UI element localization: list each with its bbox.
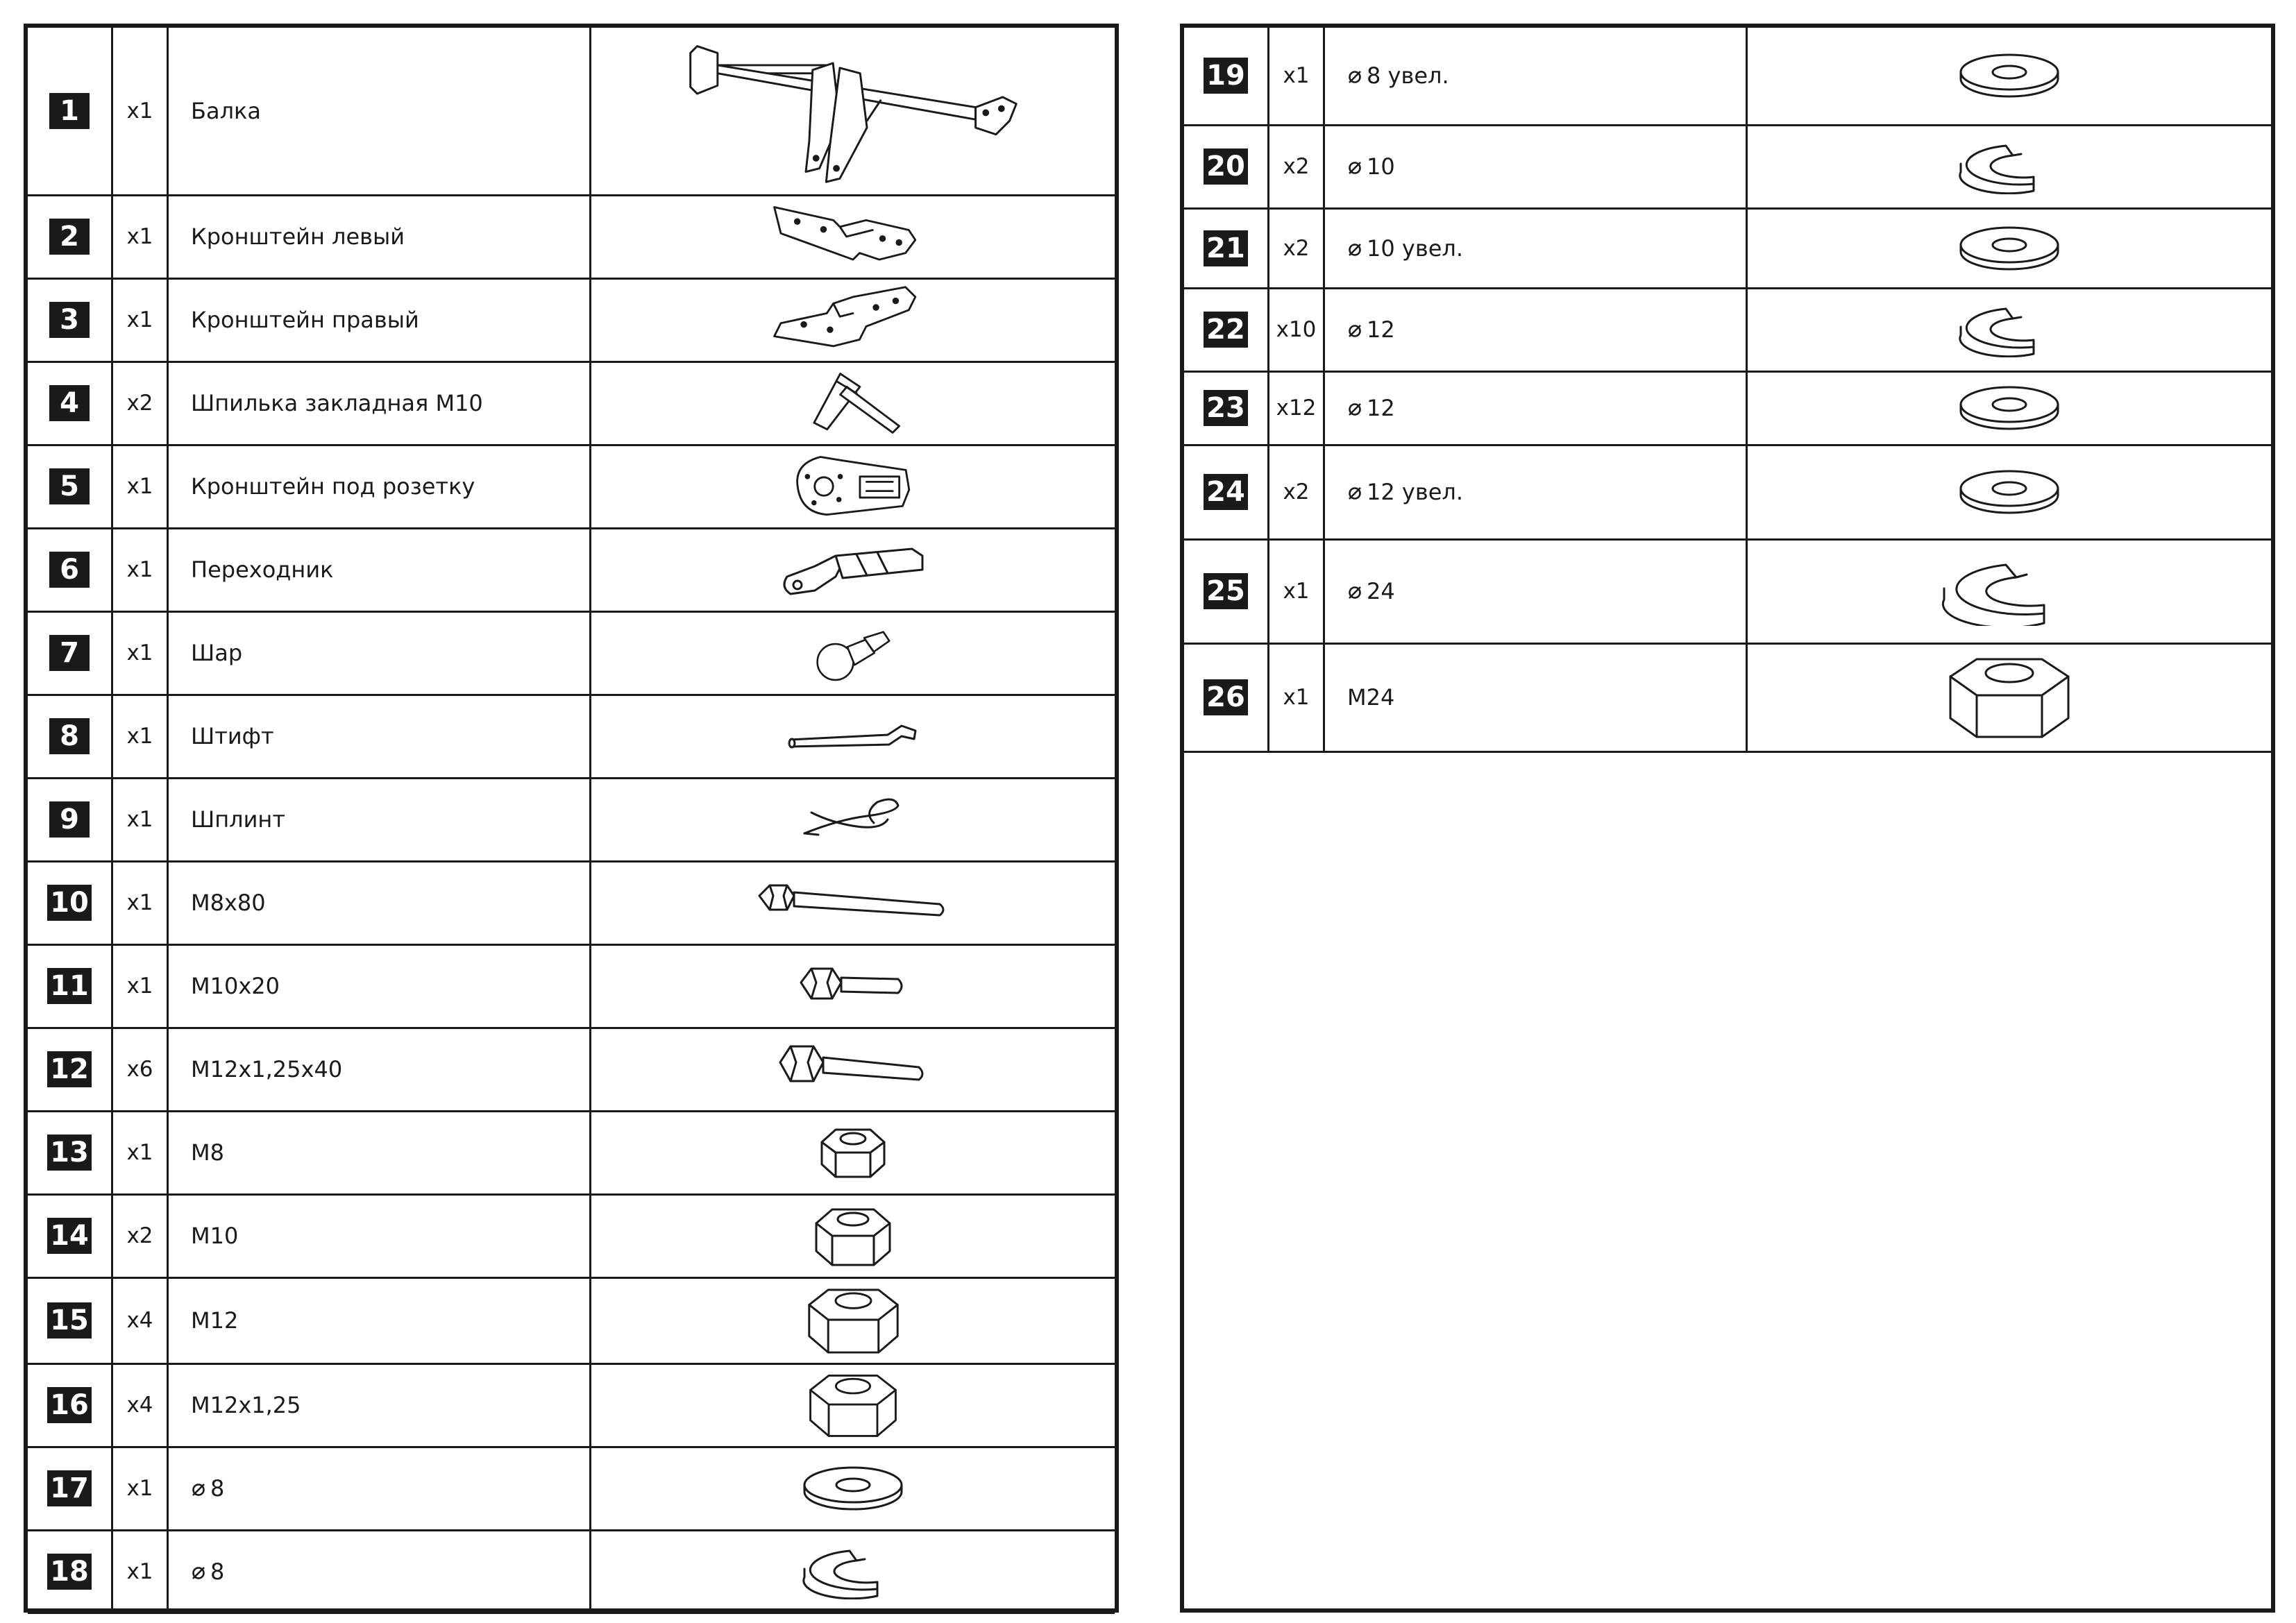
part-name: M10x20 <box>191 973 280 999</box>
part-illustration-cell <box>591 695 1115 778</box>
part-quantity: x1 <box>112 28 168 195</box>
part-name-cell <box>168 944 591 1028</box>
large-nut-icon <box>802 1283 904 1358</box>
part-quantity: x1 <box>112 1447 168 1530</box>
diameter-icon <box>1347 160 1362 176</box>
adapter-icon <box>773 535 933 604</box>
part-quantity: x6 <box>112 1028 168 1111</box>
part-number-cell <box>28 611 112 695</box>
part-quantity: x1 <box>112 278 168 362</box>
part-number-badge: 12 <box>47 1051 92 1087</box>
part-row-23 <box>1184 371 2271 445</box>
part-number-cell <box>1184 539 1269 643</box>
part-quantity: x1 <box>112 944 168 1028</box>
part-name-cell <box>1324 208 1747 288</box>
short-bolt-icon <box>794 958 912 1014</box>
part-row-10 <box>28 861 1115 944</box>
parts-table-right <box>1184 28 2271 753</box>
part-quantity: x2 <box>1269 445 1324 539</box>
part-quantity: x1 <box>1269 643 1324 751</box>
part-name-cell <box>168 1447 591 1530</box>
part-number-cell <box>1184 28 1269 125</box>
part-illustration-cell <box>1747 288 2272 371</box>
part-row-12 <box>28 1028 1115 1111</box>
part-number-badge: 22 <box>1204 312 1248 348</box>
left-bracket-icon <box>768 201 938 273</box>
part-name-cell <box>1324 371 1747 445</box>
medium-bolt-icon <box>773 1038 933 1101</box>
part-name-cell <box>168 1363 591 1447</box>
flat-washer-icon <box>1957 224 2061 273</box>
part-row-20 <box>1184 125 2271 208</box>
part-number-badge: 2 <box>49 219 90 255</box>
part-number-badge: 21 <box>1204 230 1248 266</box>
part-number-cell <box>28 1111 112 1194</box>
part-name-cell <box>168 1277 591 1363</box>
part-name: M8x80 <box>191 890 266 916</box>
part-name: 8 <box>210 1558 225 1585</box>
pin-icon <box>784 715 922 757</box>
spring-washer-icon <box>1957 302 2061 357</box>
part-illustration-cell <box>1747 371 2272 445</box>
part-illustration-cell <box>591 1111 1115 1194</box>
nut-icon <box>808 1201 898 1271</box>
part-name: M12 <box>191 1307 239 1334</box>
part-row-15 <box>28 1277 1115 1363</box>
cotter-pin-icon <box>797 792 909 847</box>
part-row-5 <box>28 445 1115 528</box>
diameter-icon <box>1347 486 1362 501</box>
part-row-3 <box>28 278 1115 362</box>
part-row-13 <box>28 1111 1115 1194</box>
part-name-cell <box>1324 539 1747 643</box>
part-quantity: x2 <box>1269 208 1324 288</box>
flat-washer-icon <box>1957 51 2061 100</box>
part-illustration-cell <box>591 1530 1115 1613</box>
part-quantity: x1 <box>112 778 168 861</box>
part-name-cell <box>168 1194 591 1277</box>
part-row-17 <box>28 1447 1115 1530</box>
part-name: 24 <box>1367 578 1395 604</box>
part-name-cell <box>168 362 591 445</box>
part-number-cell <box>1184 445 1269 539</box>
part-number-badge: 19 <box>1204 58 1248 94</box>
part-name: 10 увел. <box>1367 235 1463 262</box>
part-name-cell <box>1324 288 1747 371</box>
tow-bar-beam-icon <box>677 33 1030 189</box>
part-number-cell <box>28 944 112 1028</box>
part-quantity: x1 <box>112 695 168 778</box>
part-illustration-cell <box>591 1363 1115 1447</box>
part-name: Кронштейн левый <box>191 223 405 250</box>
part-quantity: x10 <box>1269 288 1324 371</box>
diameter-icon <box>191 1482 206 1497</box>
part-number-badge: 25 <box>1204 573 1248 609</box>
part-illustration-cell <box>591 195 1115 278</box>
part-number-badge: 10 <box>47 885 92 921</box>
part-row-8 <box>28 695 1115 778</box>
part-number-badge: 24 <box>1204 474 1248 510</box>
part-number-cell <box>28 778 112 861</box>
part-number-cell <box>28 1447 112 1530</box>
parts-table-left <box>28 28 1115 1614</box>
part-number-badge: 6 <box>49 552 90 588</box>
part-name-cell <box>168 28 591 195</box>
part-number-badge: 13 <box>47 1135 92 1171</box>
part-row-4 <box>28 362 1115 445</box>
part-quantity: x12 <box>1269 371 1324 445</box>
part-number-cell <box>28 1194 112 1277</box>
right-bracket-icon <box>768 284 938 356</box>
part-illustration-cell <box>591 1194 1115 1277</box>
part-name: Шпилька закладная М10 <box>191 390 483 416</box>
part-illustration-cell <box>591 778 1115 861</box>
part-row-22 <box>1184 288 2271 371</box>
part-row-18 <box>28 1530 1115 1613</box>
part-name-cell <box>168 445 591 528</box>
diameter-icon <box>191 1565 206 1581</box>
part-number-badge: 15 <box>47 1302 92 1339</box>
part-name: Кронштейн правый <box>191 307 419 333</box>
part-illustration-cell <box>591 445 1115 528</box>
part-quantity: x1 <box>112 861 168 944</box>
part-illustration-cell <box>591 362 1115 445</box>
part-number-cell <box>28 1028 112 1111</box>
flat-washer-icon <box>1957 384 2061 432</box>
part-illustration-cell <box>591 944 1115 1028</box>
part-row-7 <box>28 611 1115 695</box>
part-number-badge: 16 <box>47 1387 92 1423</box>
part-illustration-cell <box>1747 539 2272 643</box>
hex-nut-icon <box>1943 652 2075 742</box>
part-name-cell <box>1324 125 1747 208</box>
part-number-cell <box>28 695 112 778</box>
part-row-16 <box>28 1363 1115 1447</box>
part-name: 8 увел. <box>1367 62 1449 90</box>
part-number-cell <box>1184 643 1269 751</box>
part-number-cell <box>28 278 112 362</box>
part-name-cell <box>168 1530 591 1613</box>
part-illustration-cell <box>591 528 1115 611</box>
part-quantity: x2 <box>112 362 168 445</box>
part-number-badge: 23 <box>1204 390 1248 426</box>
flat-washer-icon <box>801 1464 905 1513</box>
socket-bracket-icon <box>788 450 919 522</box>
spring-washer-icon <box>1957 139 2061 194</box>
part-name: Переходник <box>191 556 334 583</box>
small-nut-icon <box>811 1121 895 1184</box>
part-name: 12 <box>1367 395 1395 421</box>
part-illustration-cell <box>1747 125 2272 208</box>
part-illustration-cell <box>1747 208 2272 288</box>
embedded-stud-icon <box>801 367 906 439</box>
part-name-cell <box>168 861 591 944</box>
part-row-11 <box>28 944 1115 1028</box>
diameter-icon <box>1347 402 1362 417</box>
part-number-badge: 9 <box>49 801 90 838</box>
part-name: 8 <box>210 1475 225 1502</box>
part-number-badge: 17 <box>47 1470 92 1506</box>
part-number-badge: 14 <box>47 1218 92 1254</box>
part-name-cell <box>168 195 591 278</box>
part-name-cell <box>168 695 591 778</box>
part-quantity: x1 <box>1269 28 1324 125</box>
part-name: M12x1,25 <box>191 1392 301 1418</box>
part-name-cell <box>168 1028 591 1111</box>
part-name-cell <box>1324 643 1747 751</box>
part-number-cell <box>28 1277 112 1363</box>
part-name: M24 <box>1347 684 1395 711</box>
part-illustration-cell <box>591 278 1115 362</box>
part-number-cell <box>28 362 112 445</box>
part-number-badge: 8 <box>49 718 90 754</box>
part-name: Шплинт <box>191 806 285 833</box>
part-number-cell <box>1184 125 1269 208</box>
tow-ball-icon <box>811 617 895 689</box>
spring-washer-icon <box>801 1544 905 1599</box>
part-quantity: x4 <box>112 1277 168 1363</box>
part-number-cell <box>28 28 112 195</box>
part-illustration-cell <box>591 1277 1115 1363</box>
part-number-badge: 4 <box>49 385 90 421</box>
part-number-cell <box>1184 371 1269 445</box>
part-number-badge: 5 <box>49 468 90 504</box>
part-row-2 <box>28 195 1115 278</box>
part-quantity: x1 <box>112 528 168 611</box>
part-number-cell <box>1184 208 1269 288</box>
diameter-icon <box>1347 323 1362 339</box>
part-quantity: x2 <box>112 1194 168 1277</box>
part-quantity: x1 <box>1269 539 1324 643</box>
part-number-cell <box>1184 288 1269 371</box>
diameter-icon <box>1347 585 1362 600</box>
part-quantity: x1 <box>112 611 168 695</box>
part-number-cell <box>28 1363 112 1447</box>
part-number-cell <box>28 1530 112 1613</box>
part-number-badge: 7 <box>49 635 90 671</box>
part-number-badge: 11 <box>47 968 92 1004</box>
part-name-cell <box>168 278 591 362</box>
part-name-cell <box>168 778 591 861</box>
part-name: M12x1,25x40 <box>191 1056 343 1082</box>
part-quantity: x1 <box>112 1111 168 1194</box>
part-name: Балка <box>191 97 261 124</box>
part-quantity: x4 <box>112 1363 168 1447</box>
part-illustration-cell <box>1747 28 2272 125</box>
part-illustration-cell <box>591 611 1115 695</box>
part-name-cell <box>168 611 591 695</box>
part-row-25 <box>1184 539 2271 643</box>
part-quantity: x1 <box>112 195 168 278</box>
part-name-cell <box>1324 445 1747 539</box>
part-number-badge: 18 <box>47 1554 92 1590</box>
flat-washer-icon <box>1957 468 2061 516</box>
part-illustration-cell <box>591 1028 1115 1111</box>
part-name: M10 <box>191 1223 239 1249</box>
part-number-cell <box>28 445 112 528</box>
part-illustration-cell <box>1747 445 2272 539</box>
large-spring-washer-icon <box>1940 556 2079 626</box>
part-name: Шар <box>191 640 243 666</box>
part-row-9 <box>28 778 1115 861</box>
part-number-badge: 26 <box>1204 679 1248 715</box>
part-quantity: x2 <box>1269 125 1324 208</box>
part-row-21 <box>1184 208 2271 288</box>
part-name: Штифт <box>191 723 274 749</box>
part-illustration-cell <box>591 28 1115 195</box>
part-quantity: x1 <box>112 445 168 528</box>
part-row-6 <box>28 528 1115 611</box>
part-row-1 <box>28 28 1115 195</box>
part-name: 12 увел. <box>1367 479 1463 505</box>
part-number-cell <box>28 861 112 944</box>
part-number-badge: 1 <box>49 93 90 129</box>
long-bolt-icon <box>752 875 954 931</box>
part-illustration-cell <box>591 861 1115 944</box>
diameter-icon <box>1347 69 1362 85</box>
part-name: Кронштейн под розетку <box>191 473 475 500</box>
parts-list-left <box>24 24 1119 1613</box>
part-row-26 <box>1184 643 2271 751</box>
part-illustration-cell <box>1747 643 2272 751</box>
part-number-cell <box>28 195 112 278</box>
part-name: M8 <box>191 1139 224 1166</box>
part-row-24 <box>1184 445 2271 539</box>
part-illustration-cell <box>591 1447 1115 1530</box>
part-row-14 <box>28 1194 1115 1277</box>
diameter-icon <box>1347 242 1362 257</box>
parts-list-right <box>1180 24 2275 1613</box>
part-name-cell <box>168 1111 591 1194</box>
part-number-badge: 20 <box>1204 148 1248 185</box>
part-quantity: x1 <box>112 1530 168 1613</box>
part-name: 10 <box>1367 153 1395 180</box>
part-number-cell <box>28 528 112 611</box>
part-name: 12 <box>1367 316 1395 343</box>
part-name-cell <box>1324 28 1747 125</box>
part-row-19 <box>1184 28 2271 125</box>
part-number-badge: 3 <box>49 302 90 338</box>
part-name-cell <box>168 528 591 611</box>
large-nut-icon <box>804 1369 902 1441</box>
